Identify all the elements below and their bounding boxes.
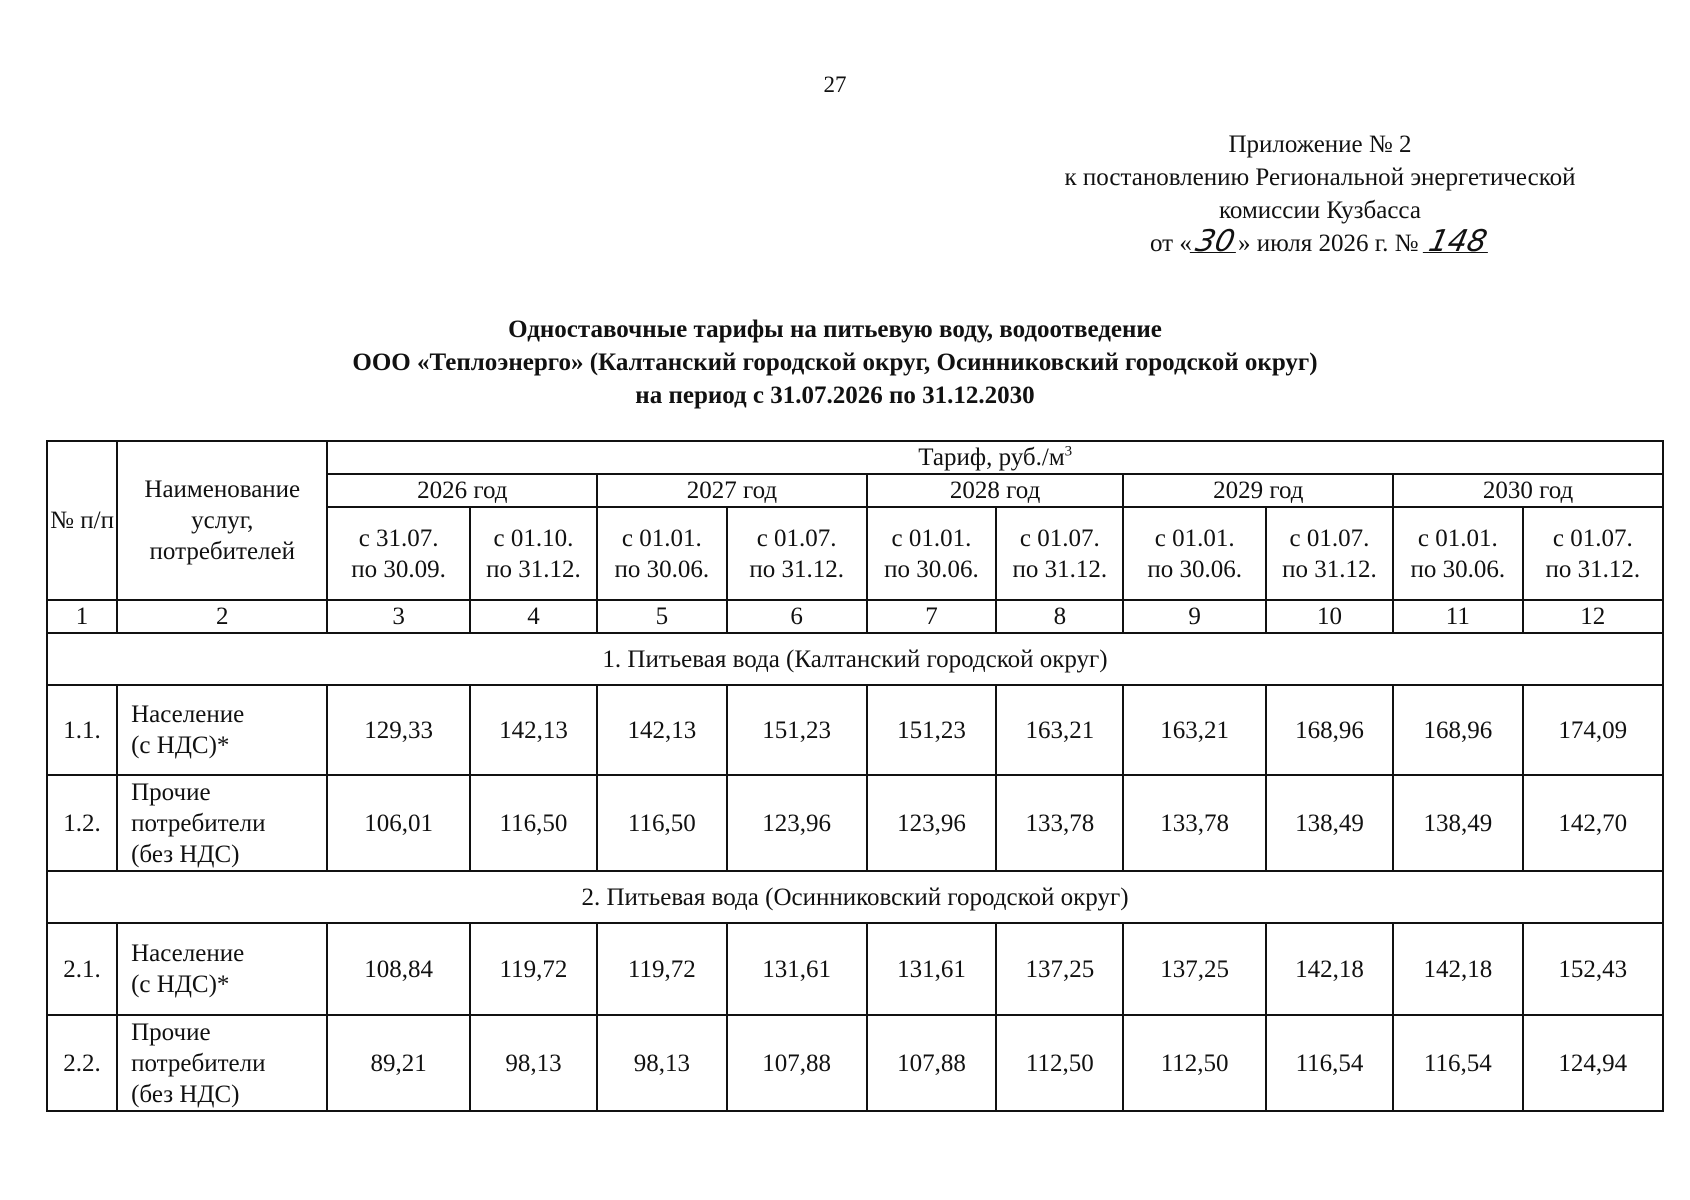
period-from: с 01.07. bbox=[1019, 524, 1100, 552]
document-title bbox=[0, 313, 1670, 412]
tariff-value: 151,23 bbox=[727, 685, 867, 775]
tariff-value: 116,50 bbox=[470, 775, 597, 871]
tariff-value: 168,96 bbox=[1393, 685, 1522, 775]
consumer-name-line: Прочие bbox=[131, 1018, 211, 1046]
period-from: с 01.07. bbox=[1289, 524, 1370, 552]
header-period bbox=[867, 507, 996, 600]
tariff-value: 116,50 bbox=[597, 775, 726, 871]
column-numbers-row bbox=[47, 600, 1663, 633]
tariff-value: 107,88 bbox=[727, 1015, 867, 1111]
tariff-value: 89,21 bbox=[327, 1015, 469, 1111]
tariff-value: 138,49 bbox=[1393, 775, 1522, 871]
section-title: 1. Питьевая вода (Калтанский городской округ) bbox=[47, 633, 1663, 685]
period-to: по 30.06. bbox=[614, 555, 710, 583]
period-from: с 01.07. bbox=[756, 524, 837, 552]
period-to: по 31.12. bbox=[486, 555, 581, 583]
header-year: 2029 год bbox=[1123, 474, 1393, 507]
column-number: 5 bbox=[597, 600, 726, 633]
period-to: по 30.06. bbox=[1147, 555, 1242, 583]
column-number: 10 bbox=[1266, 600, 1393, 633]
header-col-name: Наименование услуг, потребителей bbox=[117, 441, 327, 600]
header-period bbox=[597, 507, 726, 600]
tariff-value: 123,96 bbox=[727, 775, 867, 871]
tariff-value: 119,72 bbox=[597, 923, 726, 1015]
period-to: по 30.06. bbox=[1410, 555, 1506, 583]
table-row bbox=[47, 923, 1663, 1015]
period-from: с 01.01. bbox=[1417, 524, 1498, 552]
consumer-name-line: потребители bbox=[131, 809, 266, 837]
tariff-value: 116,54 bbox=[1393, 1015, 1522, 1111]
tariff-value: 129,33 bbox=[327, 685, 469, 775]
consumer-name-line: (без НДС) bbox=[131, 840, 240, 868]
row-consumer-name bbox=[117, 923, 327, 1015]
column-number: 1 bbox=[47, 600, 117, 633]
column-number: 12 bbox=[1523, 600, 1663, 633]
table-body bbox=[47, 441, 1663, 1111]
tariff-value: 124,94 bbox=[1523, 1015, 1663, 1111]
tariff-value: 133,78 bbox=[996, 775, 1123, 871]
appendix-line-2: к постановлению Региональной энергетической bbox=[1064, 164, 1576, 191]
period-to: по 31.12. bbox=[749, 555, 844, 583]
tariff-value: 138,49 bbox=[1266, 775, 1393, 871]
tariff-value: 98,13 bbox=[470, 1015, 597, 1111]
period-to: по 31.12. bbox=[1012, 555, 1108, 583]
consumer-name-line: Прочие bbox=[131, 778, 211, 806]
appendix-header bbox=[1000, 128, 1640, 260]
header-period bbox=[1393, 507, 1522, 600]
table-row bbox=[47, 775, 1663, 871]
header-period bbox=[1123, 507, 1265, 600]
tariff-value: 98,13 bbox=[597, 1015, 726, 1111]
period-to: по 31.12. bbox=[1282, 555, 1377, 583]
column-number: 11 bbox=[1393, 600, 1522, 633]
header-period bbox=[1523, 507, 1663, 600]
header-period bbox=[996, 507, 1123, 600]
page-number: 27 bbox=[823, 72, 847, 97]
tariff-value: 119,72 bbox=[470, 923, 597, 1015]
row-consumer-name bbox=[117, 685, 327, 775]
tariff-value: 142,13 bbox=[597, 685, 726, 775]
consumer-name-line: (с НДС)* bbox=[131, 732, 230, 759]
period-from: с 01.01. bbox=[891, 524, 972, 552]
column-number: 9 bbox=[1123, 600, 1265, 633]
table-row bbox=[47, 685, 1663, 775]
tariff-value: 142,18 bbox=[1393, 923, 1522, 1015]
tariff-value: 151,23 bbox=[867, 685, 996, 775]
column-number: 7 bbox=[867, 600, 996, 633]
row-consumer-name bbox=[117, 1015, 327, 1111]
handwritten-number: 148 bbox=[1423, 232, 1493, 253]
tariff-value: 131,61 bbox=[727, 923, 867, 1015]
header-tariff: Тариф, $руб./м^3$ bbox=[327, 441, 1663, 474]
section-row bbox=[47, 871, 1663, 923]
date-suffix: » июля 2026 г. № bbox=[1238, 230, 1419, 257]
header-row-tariff bbox=[47, 441, 1663, 474]
tariff-value: 142,18 bbox=[1266, 923, 1393, 1015]
appendix-line-3: комиссии Кузбасса bbox=[1219, 197, 1421, 224]
row-number: 2.2. bbox=[47, 1015, 117, 1111]
title-line-3: на период с 31.07.2026 по 31.12.2030 bbox=[635, 382, 1035, 409]
consumer-name-line: Население bbox=[131, 701, 245, 728]
consumer-name-line: (с НДС)* bbox=[131, 971, 230, 998]
tariff-value: 163,21 bbox=[996, 685, 1123, 775]
tariff-value: 108,84 bbox=[327, 923, 469, 1015]
consumer-name-line: (без НДС) bbox=[131, 1080, 240, 1108]
consumer-name-line: Население bbox=[131, 940, 245, 967]
tariff-value: 142,13 bbox=[470, 685, 597, 775]
header-period bbox=[727, 507, 867, 600]
period-from: с 01.01. bbox=[621, 524, 702, 552]
tariff-value: 112,50 bbox=[1123, 1015, 1265, 1111]
title-line-1: Одноставочные тарифы на питьевую воду, водоотведение bbox=[508, 316, 1162, 343]
header-period bbox=[1266, 507, 1393, 600]
appendix-line-1: Приложение № 2 bbox=[1228, 131, 1412, 158]
row-number: 1.2. bbox=[47, 775, 117, 871]
tariff-value: 168,96 bbox=[1266, 685, 1393, 775]
title-line-2: ООО «Теплоэнерго» (Калтанский городской округ, Осинниковский городской округ) bbox=[352, 349, 1318, 376]
tariff-value: 107,88 bbox=[867, 1015, 996, 1111]
handwritten-day: 30 bbox=[1190, 232, 1241, 253]
tariff-value: 142,70 bbox=[1523, 775, 1663, 871]
column-number: 3 bbox=[327, 600, 469, 633]
column-number: 6 bbox=[727, 600, 867, 633]
tariff-table bbox=[46, 440, 1664, 1112]
header-period bbox=[470, 507, 597, 600]
row-consumer-name bbox=[117, 775, 327, 871]
section-row bbox=[47, 633, 1663, 685]
row-number: 2.1. bbox=[47, 923, 117, 1015]
period-from: с 01.07. bbox=[1552, 524, 1633, 552]
row-number: 1.1. bbox=[47, 685, 117, 775]
header-year: 2027 год bbox=[597, 474, 867, 507]
tariff-value: 163,21 bbox=[1123, 685, 1265, 775]
appendix-date-line bbox=[1000, 224, 1640, 260]
table-row bbox=[47, 1015, 1663, 1111]
tariff-value: 137,25 bbox=[996, 923, 1123, 1015]
period-from: с 01.10. bbox=[493, 524, 574, 552]
header-year: 2030 год bbox=[1393, 474, 1663, 507]
tariff-value: 133,78 bbox=[1123, 775, 1265, 871]
column-number: 8 bbox=[996, 600, 1123, 633]
tariff-value: 131,61 bbox=[867, 923, 996, 1015]
tariff-value: 123,96 bbox=[867, 775, 996, 871]
date-prefix: от « bbox=[1149, 230, 1192, 257]
tariff-value: 174,09 bbox=[1523, 685, 1663, 775]
period-to: по 30.09. bbox=[351, 555, 446, 583]
tariff-value: 112,50 bbox=[996, 1015, 1123, 1111]
consumer-name-line: потребители bbox=[131, 1049, 266, 1077]
period-from: с 31.07. bbox=[358, 524, 439, 552]
period-from: с 01.01. bbox=[1154, 524, 1235, 552]
period-to: по 31.12. bbox=[1545, 555, 1641, 583]
tariff-value: 137,25 bbox=[1123, 923, 1265, 1015]
tariff-value: 152,43 bbox=[1523, 923, 1663, 1015]
period-to: по 30.06. bbox=[884, 555, 979, 583]
column-number: 4 bbox=[470, 600, 597, 633]
tariff-value: 106,01 bbox=[327, 775, 469, 871]
header-year: 2028 год bbox=[867, 474, 1124, 507]
header-year: 2026 год bbox=[327, 474, 597, 507]
header-col-no: № п/п bbox=[47, 441, 117, 600]
tariff-value: 116,54 bbox=[1266, 1015, 1393, 1111]
header-period bbox=[327, 507, 469, 600]
section-title: 2. Питьевая вода (Осинниковский городской округ) bbox=[47, 871, 1663, 923]
column-number: 2 bbox=[117, 600, 327, 633]
